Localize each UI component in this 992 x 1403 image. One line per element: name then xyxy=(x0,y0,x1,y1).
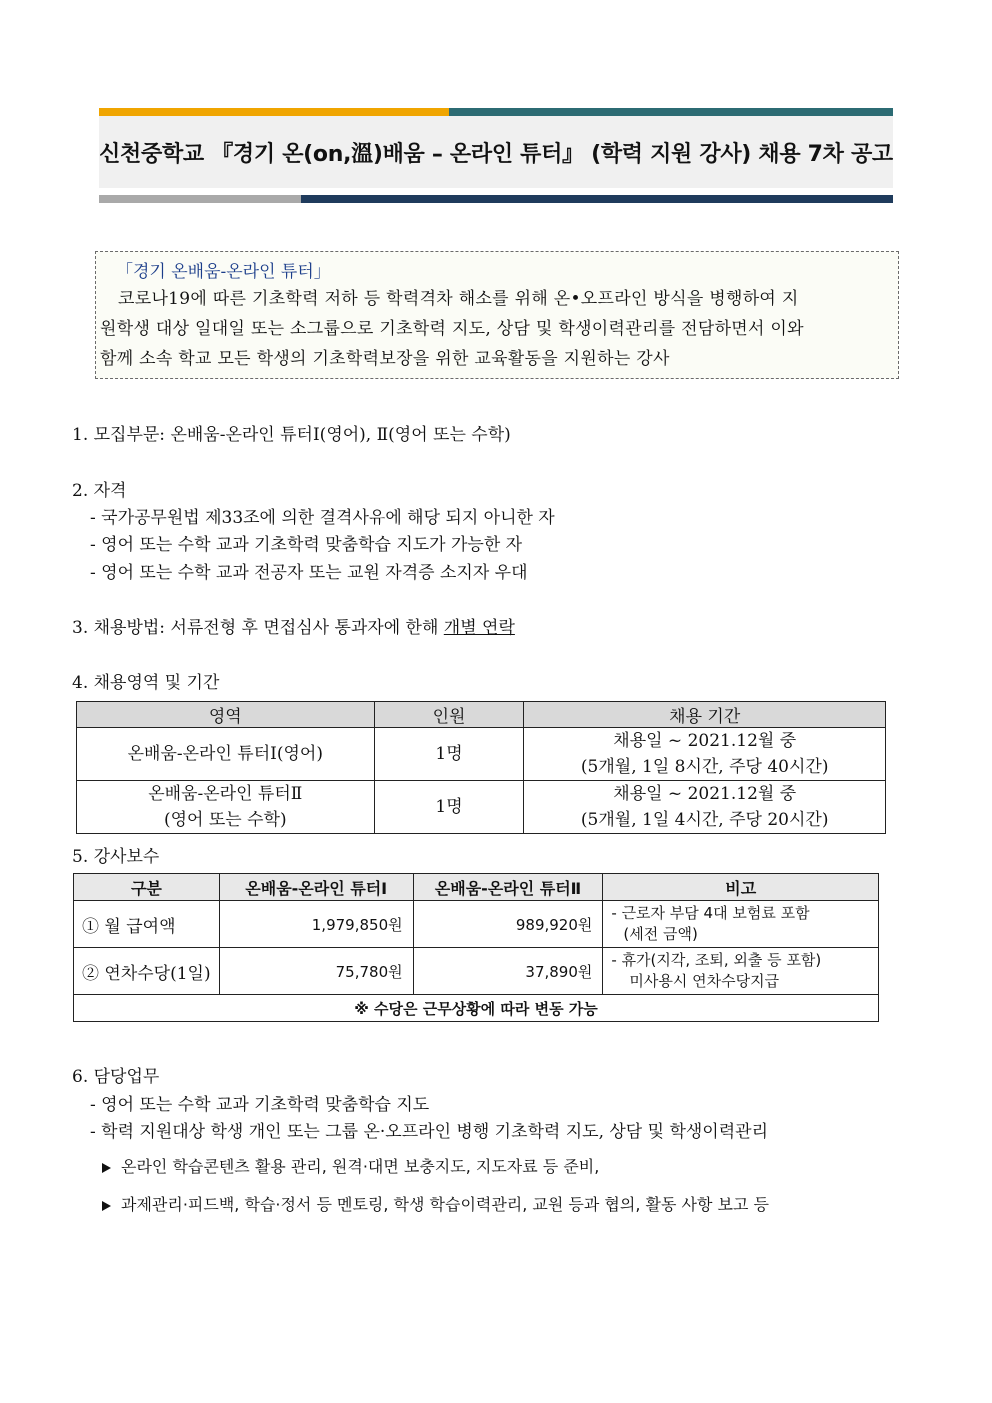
table-row xyxy=(74,948,879,995)
title-accent-bar-gray xyxy=(99,195,301,203)
period-detail: (5개월, 1일 8시간, 주당 40시간) xyxy=(580,757,829,777)
page-title: 신천중학교 『경기 온(on,溫)배움 – 온라인 튜터』 (학력 지원 강사) 채용 7차 공고 xyxy=(99,141,893,167)
pay-tutor1: 1,979,850원 xyxy=(219,901,413,948)
remark-line: 미사용시 연차수당지급 xyxy=(629,972,780,990)
area-text: 온배움-온라인 튜터Ⅰ(영어) xyxy=(127,744,323,764)
count-cell: 1명 xyxy=(374,781,524,834)
triangle-bullet-icon xyxy=(102,1201,111,1211)
period-detail: (5개월, 1일 4시간, 주당 20시간) xyxy=(580,810,829,830)
title-accent-bar-teal xyxy=(449,108,893,116)
duty-bullet-text: 과제관리·피드백, 학습·정서 등 멘토링, 학생 학습이력관리, 교원 등과 협의, 활동 사항 보고 등 xyxy=(121,1195,769,1214)
period-range: 채용일 ~ 2021.12월 중 xyxy=(613,784,797,804)
table-header-row xyxy=(77,702,886,728)
header-tutor1: 온배움-온라인 튜터Ⅰ xyxy=(219,874,413,901)
area-cell xyxy=(77,781,375,834)
qualification-item: - 영어 또는 수학 교과 전공자 또는 교원 자격증 소지자 우대 xyxy=(90,563,528,583)
pay-tutor1: 75,780원 xyxy=(219,948,413,995)
individual-contact-text: 개별 연락 xyxy=(443,618,515,638)
header-category: 구분 xyxy=(74,874,220,901)
remark-line: - 휴가(지각, 조퇴, 외출 등 포함) xyxy=(611,951,822,969)
intro-line-3: 함께 소속 학교 모든 학생의 기초학력보장을 위한 교육활동을 지원하는 강사 xyxy=(100,349,670,369)
intro-line-2: 원학생 대상 일대일 또는 소그룹으로 기초학력 지도, 상담 및 학생이력관리를 전담하면서 이와 xyxy=(100,319,804,339)
pay-label: ② 연차수당(1일) xyxy=(74,948,220,995)
intro-description xyxy=(100,284,894,374)
section-duties-title: 6. 담당업무 xyxy=(72,1067,160,1087)
area-text: 온배움-온라인 튜터Ⅱ xyxy=(148,784,303,804)
section-recruit-field: 1. 모집부문: 온배움-온라인 튜터Ⅰ(영어), Ⅱ(영어 또는 수학) xyxy=(72,425,511,445)
intro-line-1: 코로나19에 따른 기초학력 저하 등 학력격차 해소를 위해 온•오프라인 방식을 병행하여 지 xyxy=(118,289,799,309)
pay-tutor2: 37,890원 xyxy=(413,948,603,995)
intro-box xyxy=(95,251,899,379)
section-hiring-area-title: 4. 채용영역 및 기간 xyxy=(72,673,220,693)
duty-item: - 학력 지원대상 학생 개인 또는 그룹 온·오프라인 병행 기초학력 지도, 상담 및 학생이력관리 xyxy=(90,1122,768,1142)
header-area: 영역 xyxy=(77,702,375,728)
section-pay-title: 5. 강사보수 xyxy=(72,847,160,867)
period-cell xyxy=(524,781,886,834)
qualification-item: - 영어 또는 수학 교과 기초학력 맞춤학습 지도가 가능한 자 xyxy=(90,535,523,555)
section-hiring-method xyxy=(72,613,515,638)
pay-remark xyxy=(603,948,879,995)
section-qualification-title: 2. 자격 xyxy=(72,481,127,501)
duty-item: - 영어 또는 수학 교과 기초학력 맞춤학습 지도 xyxy=(90,1095,430,1115)
triangle-bullet-icon xyxy=(102,1163,111,1173)
table-footer-row xyxy=(74,995,879,1022)
table-header-row xyxy=(74,874,879,901)
area-cell xyxy=(77,728,375,781)
period-cell xyxy=(524,728,886,781)
hiring-method-text: 3. 채용방법: 서류전형 후 면접심사 통과자에 한해 xyxy=(72,618,444,638)
intro-title: 「경기 온배움-온라인 튜터」 xyxy=(116,262,331,282)
table-row xyxy=(77,728,886,781)
header-count: 인원 xyxy=(374,702,524,728)
remark-line: - 근로자 부담 4대 보험료 포함 xyxy=(611,904,810,922)
table-row xyxy=(77,781,886,834)
pay-tutor2: 989,920원 xyxy=(413,901,603,948)
title-accent-bar-orange xyxy=(99,108,449,116)
header-tutor2: 온배움-온라인 튜터Ⅱ xyxy=(413,874,603,901)
pay-remark xyxy=(603,901,879,948)
period-range: 채용일 ~ 2021.12월 중 xyxy=(613,731,797,751)
header-remarks: 비고 xyxy=(603,874,879,901)
area-subtext: (영어 또는 수학) xyxy=(164,810,287,830)
title-accent-bar-navy xyxy=(301,195,893,203)
duty-bullet xyxy=(102,1192,769,1215)
duty-bullet xyxy=(102,1154,599,1177)
count-cell: 1명 xyxy=(374,728,524,781)
hiring-area-table xyxy=(76,701,886,834)
pay-footnote: ※ 수당은 근무상황에 따라 변동 가능 xyxy=(74,995,879,1022)
qualification-item: - 국가공무원법 제33조에 의한 결격사유에 해당 되지 아니한 자 xyxy=(90,508,555,528)
title-banner xyxy=(99,116,893,188)
duty-bullet-text: 온라인 학습콘텐츠 활용 관리, 원격·대면 보충지도, 지도자료 등 준비, xyxy=(121,1157,600,1176)
remark-line: (세전 금액) xyxy=(623,925,698,943)
pay-table xyxy=(73,873,879,1022)
pay-label: ① 월 급여액 xyxy=(74,901,220,948)
table-row xyxy=(74,901,879,948)
header-period: 채용 기간 xyxy=(524,702,886,728)
